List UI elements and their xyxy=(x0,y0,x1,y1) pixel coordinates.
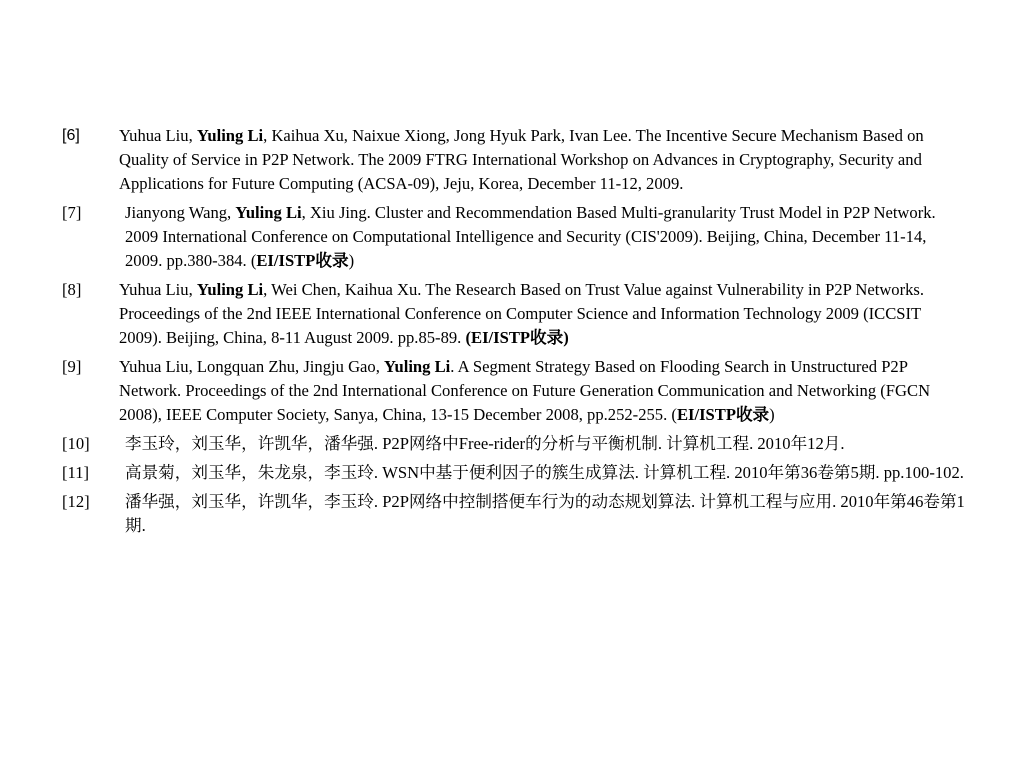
reference-text: Yuhua Liu, Longquan Zhu, Jingju Gao, Yuling Li. A Segment Strategy Based on Flooding Search in Unstructured P2P Network. Proceedings of the 2nd International Conference on Future Generation Communication and Networking (FGCN 2008), IEEE Computer Society, Sanya, China, 13-15 December 2008, pp.252-255. (EI/ISTP收录) xyxy=(119,357,931,424)
reference-number: [10] xyxy=(62,434,90,453)
reference-number: [12] xyxy=(62,492,90,511)
reference-item xyxy=(62,461,966,485)
reference-number: [9] xyxy=(62,357,82,376)
reference-item xyxy=(62,124,966,196)
reference-number: [7] xyxy=(62,203,82,222)
index-tag: EI/ISTP收录 xyxy=(676,405,770,424)
highlighted-author: Yuling Li xyxy=(196,126,264,145)
reference-text: 李玉玲，刘玉华，许凯华，潘华强. P2P网络中Free-rider的分析与平衡机制. 计算机工程. 2010年12月. xyxy=(125,434,845,453)
reference-item xyxy=(62,278,966,350)
reference-list xyxy=(62,124,966,543)
reference-text: Yuhua Liu, Yuling Li, Kaihua Xu, Naixue Xiong, Jong Hyuk Park, Ivan Lee. The Incentive Secure Mechanism Based on Quality of Service in P2P Network. The 2009 FTRG International Workshop on Advances in Cryptography, Security and Applications for Future Computing (ACSA-09), Jeju, Korea, December 11-12, 2009. xyxy=(119,126,924,193)
reference-text: 高景菊，刘玉华，朱龙泉，李玉玲. WSN中基于便利因子的簇生成算法. 计算机工程. 2010年第36卷第5期. pp.100-102. xyxy=(125,463,964,482)
reference-text: Jianyong Wang, Yuling Li, Xiu Jing. Cluster and Recommendation Based Multi-granularity Trust Model in P2P Network. 2009 International Conference on Computational Intelligence and Security (CIS'2009). Beijing, China, December 11-14, 2009. pp.380-384. (EI/ISTP收录) xyxy=(125,203,936,270)
index-tag: EI/ISTP收录 xyxy=(256,251,349,270)
reference-item xyxy=(62,201,966,273)
reference-number: [8] xyxy=(62,280,82,299)
reference-item xyxy=(62,490,966,538)
highlighted-author: Yuling Li xyxy=(235,203,302,222)
reference-item xyxy=(62,432,966,456)
reference-text: 潘华强，刘玉华，许凯华，李玉玲. P2P网络中控制搭便车行为的动态规划算法. 计算机工程与应用. 2010年第46卷第1期. xyxy=(125,492,965,535)
highlighted-author: Yuling Li xyxy=(384,357,451,376)
reference-number: [11] xyxy=(62,463,90,482)
reference-number: [6] xyxy=(62,127,80,144)
highlighted-author: Yuling Li xyxy=(196,280,264,299)
reference-text: Yuhua Liu, Yuling Li, Wei Chen, Kaihua Xu. The Research Based on Trust Value against Vulnerability in P2P Networks. Proceedings of the 2nd IEEE International Conference on Computer Science and Information Technology 2009 (ICCSIT 2009). Beijing, China, 8-11 August 2009. pp.85-89. (EI/ISTP收录) xyxy=(119,280,925,347)
index-tag: (EI/ISTP收录) xyxy=(465,328,569,347)
reference-item xyxy=(62,355,966,427)
